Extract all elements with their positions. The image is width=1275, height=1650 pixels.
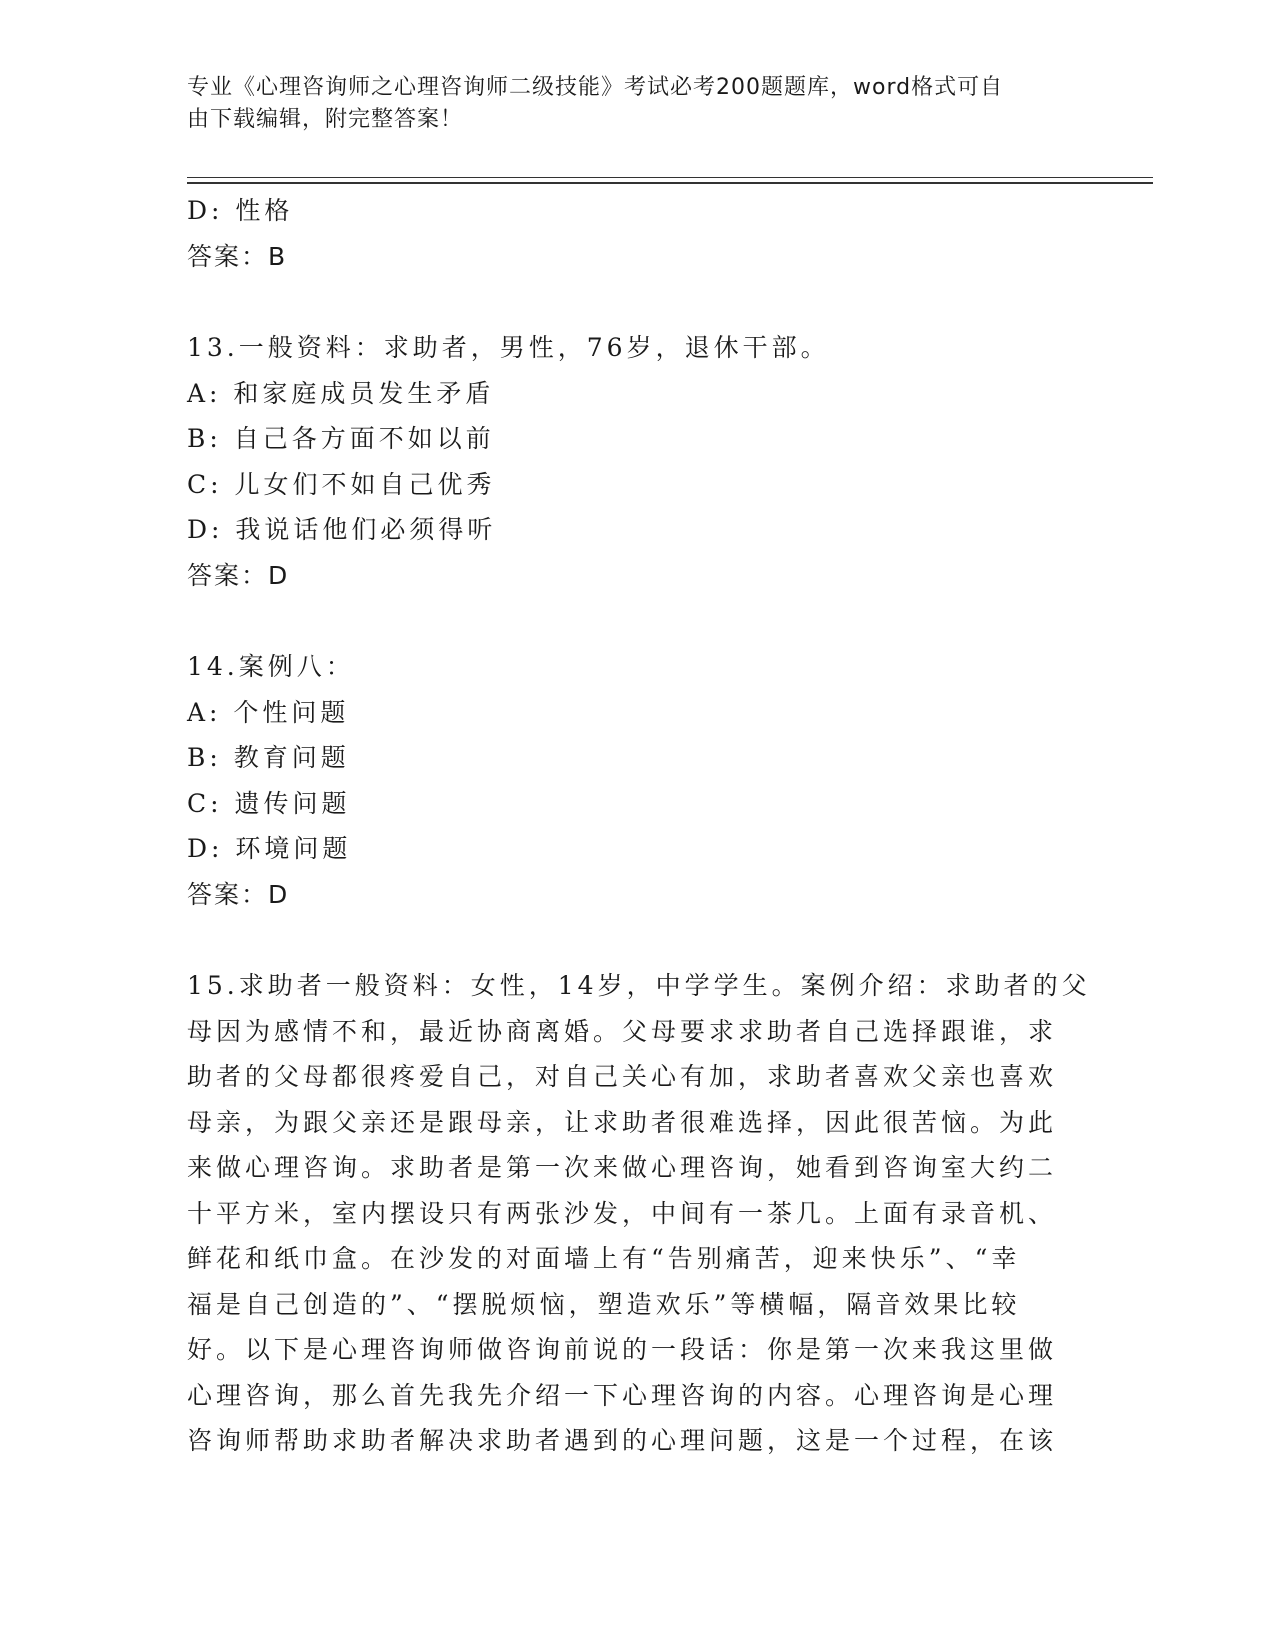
q14-option-b: B: 教育问题 <box>187 743 350 772</box>
q15-line: 十平方米，室内摆设只有两张沙发，中间有一茶几。上面有录音机、 <box>187 1198 1058 1228</box>
q15-line: 好。以下是心理咨询师做咨询前说的一段话：你是第一次来我这里做 <box>187 1335 1058 1364</box>
q13-option-c: C: 儿女们不如自己优秀 <box>187 469 496 499</box>
q12-answer: 答案：B <box>187 241 288 271</box>
q15-paragraph <box>187 963 1091 1464</box>
spacer <box>187 598 1087 644</box>
q15-line: 咨询师帮助求助者解决求助者遇到的心理问题，这是一个过程，在该 <box>187 1426 1058 1455</box>
q14-option-d: D: 环境问题 <box>187 834 352 863</box>
q15-line: 心理咨询，那么首先我先介绍一下心理咨询的内容。心理咨询是心理 <box>187 1380 1058 1410</box>
q15-line: 来做心理咨询。求助者是第一次来做心理咨询，她看到咨询室大约二 <box>187 1153 1058 1182</box>
q15-line: 助者的父母都很疼爱自己，对自己关心有加，求助者喜欢父亲也喜欢 <box>187 1062 1058 1091</box>
header-line-2: 由下载编辑，附完整答案！ <box>187 107 464 132</box>
q15-line: 母亲，为跟父亲还是跟母亲，让求助者很难选择，因此很苦恼。为此 <box>187 1107 1058 1137</box>
q15-line: 母因为感情不和，最近协商离婚。父母要求求助者自己选择跟谁，求 <box>187 1016 1058 1046</box>
q14-answer: 答案：D <box>187 879 290 909</box>
q13-option-b: B: 自己各方面不如以前 <box>187 424 495 453</box>
header-rule-thick <box>187 182 1153 184</box>
page-header <box>187 72 1067 136</box>
q15-line: 鲜花和纸巾盒。在沙发的对面墙上有“告别痛苦，迎来快乐”、“幸 <box>187 1244 1021 1273</box>
header-line-1: 专业《心理咨询师之心理咨询师二级技能》考试必考200题题库，word格式可自 <box>187 75 1004 100</box>
q14-option-a: A: 个性问题 <box>187 697 350 727</box>
header-rule-thin <box>187 177 1153 178</box>
q14-stem: 14.案例八： <box>187 652 355 681</box>
spacer <box>187 279 1087 325</box>
q14-option-c: C: 遗传问题 <box>187 788 351 818</box>
q15-line: 福是自己创造的”、“摆脱烦恼，塑造欢乐”等横幅，隔音效果比较 <box>187 1289 1021 1319</box>
q13-stem: 13.一般资料：求助者，男性，76岁，退休干部。 <box>187 333 830 362</box>
q15-line: 15.求助者一般资料：女性，14岁，中学学生。案例介绍：求助者的父 <box>187 971 1091 1000</box>
spacer <box>187 917 1087 963</box>
q13-option-d: D: 我说话他们必须得听 <box>187 515 497 544</box>
q12-option-d: D: 性格 <box>187 196 294 225</box>
q13-answer: 答案：D <box>187 560 290 590</box>
question-content <box>187 188 1091 1464</box>
q13-option-a: A: 和家庭成员发生矛盾 <box>187 378 495 408</box>
